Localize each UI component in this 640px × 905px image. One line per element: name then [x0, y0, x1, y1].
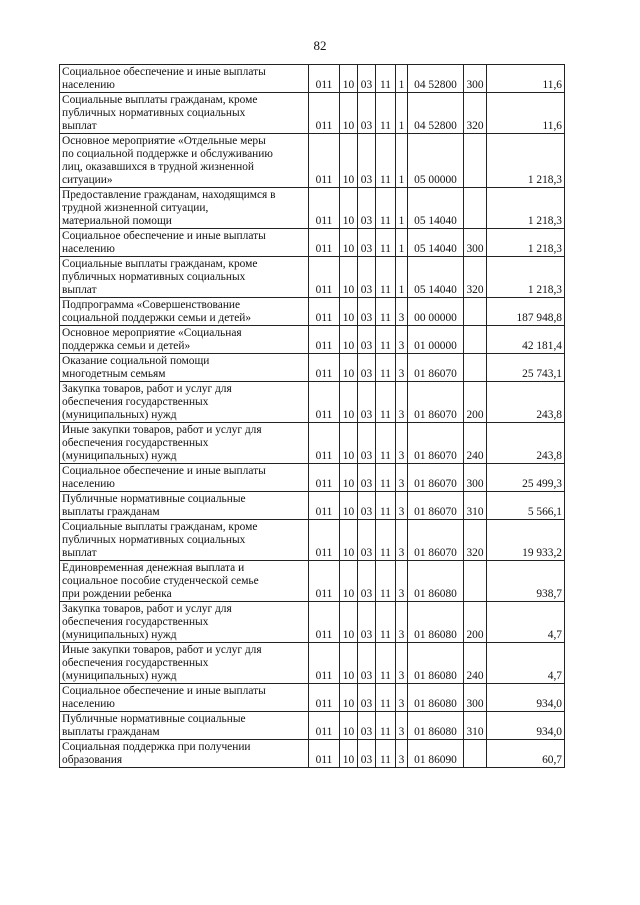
subprogram-code-cell: 1	[396, 188, 408, 229]
section-code-cell: 10	[340, 712, 358, 740]
ministry-code-cell: 011	[309, 188, 340, 229]
amount-cell: 1 218,3	[487, 134, 565, 188]
ministry-code-cell: 011	[309, 602, 340, 643]
ministry-code-cell: 011	[309, 382, 340, 423]
event-code-cell: 01 86080	[408, 684, 464, 712]
subprogram-code-cell: 3	[396, 354, 408, 382]
subsection-code-cell: 03	[358, 326, 376, 354]
subsection-code-cell: 03	[358, 354, 376, 382]
subsection-code-cell: 03	[358, 643, 376, 684]
subprogram-code-cell: 3	[396, 712, 408, 740]
ministry-code-cell: 011	[309, 326, 340, 354]
amount-cell: 25 499,3	[487, 464, 565, 492]
budget-table-body	[60, 65, 565, 768]
amount-cell: 1 218,3	[487, 229, 565, 257]
program-code-cell: 11	[376, 464, 396, 492]
program-code-cell: 11	[376, 684, 396, 712]
event-code-cell: 05 14040	[408, 188, 464, 229]
section-code-cell: 10	[340, 740, 358, 768]
subprogram-code-cell: 3	[396, 602, 408, 643]
event-code-cell: 04 52800	[408, 93, 464, 134]
event-code-cell: 04 52800	[408, 65, 464, 93]
subprogram-code-cell: 3	[396, 643, 408, 684]
expense-name-cell: Основное мероприятие «Социальная поддержка семьи и детей»	[60, 326, 309, 354]
section-code-cell: 10	[340, 382, 358, 423]
subprogram-code-cell: 3	[396, 492, 408, 520]
program-code-cell: 11	[376, 382, 396, 423]
subsection-code-cell: 03	[358, 712, 376, 740]
ministry-code-cell: 011	[309, 423, 340, 464]
program-code-cell: 11	[376, 423, 396, 464]
table-row	[60, 65, 565, 93]
event-code-cell: 01 86070	[408, 382, 464, 423]
amount-cell: 243,8	[487, 423, 565, 464]
expense-type-code-cell	[464, 561, 487, 602]
subsection-code-cell: 03	[358, 602, 376, 643]
expense-name-cell: Публичные нормативные социальные выплаты гражданам	[60, 712, 309, 740]
table-row	[60, 93, 565, 134]
table-row	[60, 520, 565, 561]
expense-type-code-cell	[464, 354, 487, 382]
amount-cell: 1 218,3	[487, 257, 565, 298]
table-row	[60, 326, 565, 354]
table-row	[60, 740, 565, 768]
table-row	[60, 643, 565, 684]
event-code-cell: 01 86080	[408, 561, 464, 602]
amount-cell: 11,6	[487, 93, 565, 134]
section-code-cell: 10	[340, 257, 358, 298]
subprogram-code-cell: 1	[396, 65, 408, 93]
amount-cell: 1 218,3	[487, 188, 565, 229]
subsection-code-cell: 03	[358, 740, 376, 768]
program-code-cell: 11	[376, 93, 396, 134]
event-code-cell: 05 00000	[408, 134, 464, 188]
subsection-code-cell: 03	[358, 464, 376, 492]
subprogram-code-cell: 3	[396, 326, 408, 354]
subprogram-code-cell: 1	[396, 134, 408, 188]
section-code-cell: 10	[340, 326, 358, 354]
ministry-code-cell: 011	[309, 65, 340, 93]
program-code-cell: 11	[376, 354, 396, 382]
program-code-cell: 11	[376, 298, 396, 326]
section-code-cell: 10	[340, 602, 358, 643]
program-code-cell: 11	[376, 643, 396, 684]
program-code-cell: 11	[376, 740, 396, 768]
event-code-cell: 01 00000	[408, 326, 464, 354]
amount-cell: 25 743,1	[487, 354, 565, 382]
expense-name-cell: Иные закупки товаров, работ и услуг для обеспечения государственных (муниципальных) нужд	[60, 423, 309, 464]
event-code-cell: 05 14040	[408, 229, 464, 257]
expense-name-cell: Оказание социальной помощи многодетным семьям	[60, 354, 309, 382]
ministry-code-cell: 011	[309, 520, 340, 561]
subprogram-code-cell: 1	[396, 229, 408, 257]
expense-name-cell: Социальное обеспечение и иные выплаты населению	[60, 65, 309, 93]
amount-cell: 4,7	[487, 643, 565, 684]
expense-name-cell: Иные закупки товаров, работ и услуг для обеспечения государственных (муниципальных) нужд	[60, 643, 309, 684]
expense-name-cell: Предоставление гражданам, находящимся в трудной жизненной ситуации, материальной помощи	[60, 188, 309, 229]
expense-type-code-cell: 310	[464, 712, 487, 740]
table-row	[60, 298, 565, 326]
subprogram-code-cell: 1	[396, 257, 408, 298]
subsection-code-cell: 03	[358, 65, 376, 93]
event-code-cell: 01 86070	[408, 492, 464, 520]
event-code-cell: 00 00000	[408, 298, 464, 326]
section-code-cell: 10	[340, 298, 358, 326]
amount-cell: 5 566,1	[487, 492, 565, 520]
expense-type-code-cell: 200	[464, 602, 487, 643]
expense-type-code-cell	[464, 188, 487, 229]
subsection-code-cell: 03	[358, 188, 376, 229]
subprogram-code-cell: 1	[396, 93, 408, 134]
amount-cell: 60,7	[487, 740, 565, 768]
subsection-code-cell: 03	[358, 382, 376, 423]
subprogram-code-cell: 3	[396, 561, 408, 602]
expense-type-code-cell: 240	[464, 423, 487, 464]
program-code-cell: 11	[376, 561, 396, 602]
expense-name-cell: Социальные выплаты гражданам, кроме публичных нормативных социальных выплат	[60, 520, 309, 561]
expense-type-code-cell: 310	[464, 492, 487, 520]
event-code-cell: 01 86080	[408, 602, 464, 643]
ministry-code-cell: 011	[309, 229, 340, 257]
ministry-code-cell: 011	[309, 492, 340, 520]
table-row	[60, 712, 565, 740]
expense-type-code-cell: 300	[464, 464, 487, 492]
expense-type-code-cell: 320	[464, 257, 487, 298]
amount-cell: 11,6	[487, 65, 565, 93]
budget-table	[59, 64, 565, 768]
expense-name-cell: Социальное обеспечение и иные выплаты населению	[60, 684, 309, 712]
table-row	[60, 464, 565, 492]
section-code-cell: 10	[340, 684, 358, 712]
subprogram-code-cell: 3	[396, 298, 408, 326]
section-code-cell: 10	[340, 492, 358, 520]
expense-type-code-cell	[464, 298, 487, 326]
table-row	[60, 602, 565, 643]
event-code-cell: 01 86080	[408, 643, 464, 684]
table-row	[60, 188, 565, 229]
program-code-cell: 11	[376, 188, 396, 229]
expense-type-code-cell: 240	[464, 643, 487, 684]
table-row	[60, 229, 565, 257]
event-code-cell: 05 14040	[408, 257, 464, 298]
table-row	[60, 257, 565, 298]
ministry-code-cell: 011	[309, 712, 340, 740]
ministry-code-cell: 011	[309, 257, 340, 298]
program-code-cell: 11	[376, 65, 396, 93]
expense-type-code-cell: 300	[464, 684, 487, 712]
subsection-code-cell: 03	[358, 561, 376, 602]
expense-name-cell: Социальное обеспечение и иные выплаты населению	[60, 229, 309, 257]
expense-name-cell: Публичные нормативные социальные выплаты гражданам	[60, 492, 309, 520]
event-code-cell: 01 86070	[408, 520, 464, 561]
subprogram-code-cell: 3	[396, 520, 408, 561]
section-code-cell: 10	[340, 134, 358, 188]
expense-name-cell: Подпрограмма «Совершенствование социальной поддержки семьи и детей»	[60, 298, 309, 326]
ministry-code-cell: 011	[309, 643, 340, 684]
event-code-cell: 01 86070	[408, 354, 464, 382]
subprogram-code-cell: 3	[396, 740, 408, 768]
subsection-code-cell: 03	[358, 134, 376, 188]
expense-type-code-cell: 320	[464, 93, 487, 134]
expense-type-code-cell	[464, 326, 487, 354]
expense-name-cell: Закупка товаров, работ и услуг для обеспечения государственных (муниципальных) нужд	[60, 602, 309, 643]
expense-name-cell: Социальные выплаты гражданам, кроме публичных нормативных социальных выплат	[60, 93, 309, 134]
page-number: 82	[313, 38, 327, 53]
expense-type-code-cell: 320	[464, 520, 487, 561]
section-code-cell: 10	[340, 354, 358, 382]
amount-cell: 934,0	[487, 684, 565, 712]
section-code-cell: 10	[340, 520, 358, 561]
expense-type-code-cell: 300	[464, 65, 487, 93]
expense-name-cell: Закупка товаров, работ и услуг для обеспечения государственных (муниципальных) нужд	[60, 382, 309, 423]
subsection-code-cell: 03	[358, 298, 376, 326]
subsection-code-cell: 03	[358, 492, 376, 520]
subprogram-code-cell: 3	[396, 684, 408, 712]
ministry-code-cell: 011	[309, 93, 340, 134]
subprogram-code-cell: 3	[396, 423, 408, 464]
ministry-code-cell: 011	[309, 561, 340, 602]
subsection-code-cell: 03	[358, 520, 376, 561]
table-row	[60, 492, 565, 520]
subsection-code-cell: 03	[358, 684, 376, 712]
expense-name-cell: Социальное обеспечение и иные выплаты населению	[60, 464, 309, 492]
program-code-cell: 11	[376, 602, 396, 643]
section-code-cell: 10	[340, 188, 358, 229]
subsection-code-cell: 03	[358, 423, 376, 464]
expense-type-code-cell: 300	[464, 229, 487, 257]
table-row	[60, 561, 565, 602]
section-code-cell: 10	[340, 229, 358, 257]
expense-type-code-cell	[464, 134, 487, 188]
section-code-cell: 10	[340, 464, 358, 492]
expense-name-cell: Социальные выплаты гражданам, кроме публичных нормативных социальных выплат	[60, 257, 309, 298]
section-code-cell: 10	[340, 643, 358, 684]
subsection-code-cell: 03	[358, 229, 376, 257]
program-code-cell: 11	[376, 520, 396, 561]
event-code-cell: 01 86070	[408, 464, 464, 492]
program-code-cell: 11	[376, 712, 396, 740]
table-row	[60, 134, 565, 188]
amount-cell: 934,0	[487, 712, 565, 740]
amount-cell: 42 181,4	[487, 326, 565, 354]
subsection-code-cell: 03	[358, 93, 376, 134]
table-row	[60, 423, 565, 464]
expense-name-cell: Социальная поддержка при получении образования	[60, 740, 309, 768]
ministry-code-cell: 011	[309, 740, 340, 768]
subsection-code-cell: 03	[358, 257, 376, 298]
expense-type-code-cell: 200	[464, 382, 487, 423]
table-row	[60, 382, 565, 423]
program-code-cell: 11	[376, 257, 396, 298]
expense-type-code-cell	[464, 740, 487, 768]
amount-cell: 243,8	[487, 382, 565, 423]
subprogram-code-cell: 3	[396, 464, 408, 492]
ministry-code-cell: 011	[309, 464, 340, 492]
section-code-cell: 10	[340, 561, 358, 602]
ministry-code-cell: 011	[309, 354, 340, 382]
table-row	[60, 354, 565, 382]
program-code-cell: 11	[376, 492, 396, 520]
section-code-cell: 10	[340, 65, 358, 93]
ministry-code-cell: 011	[309, 134, 340, 188]
expense-name-cell: Единовременная денежная выплата и социальное пособие студенческой семье при рождении ребенка	[60, 561, 309, 602]
event-code-cell: 01 86070	[408, 423, 464, 464]
program-code-cell: 11	[376, 229, 396, 257]
section-code-cell: 10	[340, 93, 358, 134]
program-code-cell: 11	[376, 326, 396, 354]
ministry-code-cell: 011	[309, 684, 340, 712]
program-code-cell: 11	[376, 134, 396, 188]
amount-cell: 19 933,2	[487, 520, 565, 561]
ministry-code-cell: 011	[309, 298, 340, 326]
section-code-cell: 10	[340, 423, 358, 464]
amount-cell: 187 948,8	[487, 298, 565, 326]
subprogram-code-cell: 3	[396, 382, 408, 423]
amount-cell: 938,7	[487, 561, 565, 602]
event-code-cell: 01 86090	[408, 740, 464, 768]
event-code-cell: 01 86080	[408, 712, 464, 740]
table-row	[60, 684, 565, 712]
expense-name-cell: Основное мероприятие «Отдельные меры по социальной поддержке и обслуживанию лиц, оказавшихся в трудной жизненной ситуации»	[60, 134, 309, 188]
amount-cell: 4,7	[487, 602, 565, 643]
